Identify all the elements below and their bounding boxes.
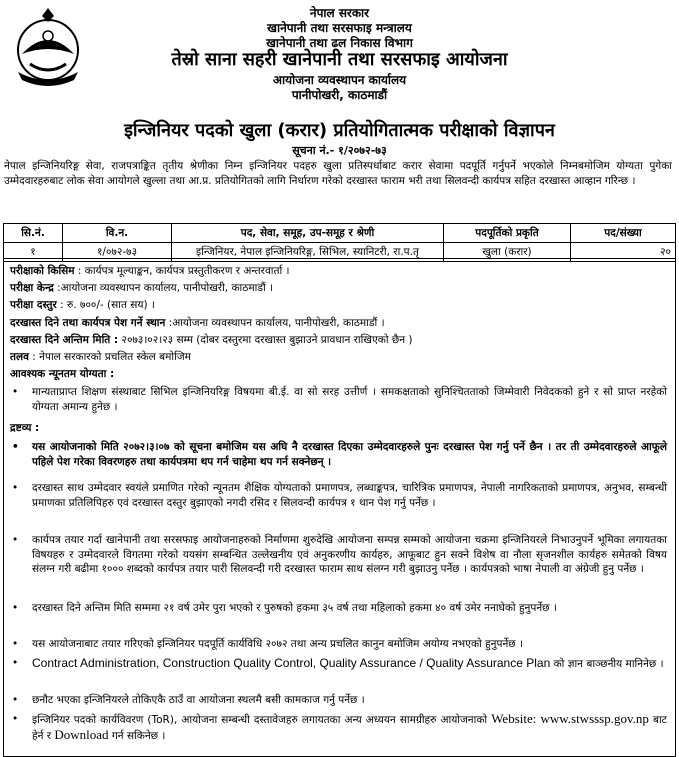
exam-type-row (10, 264, 290, 278)
exam-center-label: परीक्षा केन्द्र (10, 282, 54, 294)
exam-fee-label: परीक्षा दस्तुर (10, 299, 57, 311)
bullet-icon: • (12, 482, 19, 494)
note-item-4 (12, 601, 667, 616)
note-text: दरखास्त साथ उम्मेदवार स्वयंले प्रमाणित गरेको न्यूनतम शैक्षिक योग्यताको प्रमाणपत्र, लब्धाङ्कपत्र, चारित्रिक प्रमाणपत्र, नेपाली नागरिकताको प्रमाणपत्र, अनुभव, सम्बन्धी प्रमाणका प्रतिलिपिहरु एवं दरखास्त दस्तुर बुझाएको नगदी रसिद र सिलवन्दी कार्यपत्र १ थान पेश गर्नु पर्नेछ । (32, 482, 667, 509)
note-text: इन्जिनियर पदको कार्यविवरण (ToR), आयोजना सम्बन्धी दस्तावेजहरु लगायतका अन्य अध्ययन सामग्रीहरु आयोजनाको (32, 714, 492, 726)
exam-center-value: :आयोजना व्यवस्थापन कार्यालय, पानीपोखरी, काठमाडौं । (53, 282, 274, 294)
bullet-icon: • (12, 657, 19, 669)
website-label: Website: (491, 711, 537, 726)
submission-place-row (10, 316, 385, 330)
col-header-post: पद, सेवा, समूह, उप-समूह र श्रेणी (172, 224, 444, 243)
cell-post: इन्जिनियर, नेपाल इन्जिनियरिङ्ग, सिभिल, स्यानिटरी, रा.प.तृ (172, 243, 444, 262)
ministry-name: खानेपानी तथा सरसफाइ मन्त्रालय (267, 21, 412, 35)
deadline-value: २०७३।०२।२३ सम्म (दोबर दस्तुरमा दरखास्त बुझाउने प्रावधान राखिएको छैन ) (118, 334, 413, 346)
notice-number: सूचना नं.- १/२०७२-७३ (292, 144, 387, 157)
salary-value: : नेपाल सरकारको प्रचलित स्केल बमोजिम (28, 351, 191, 363)
bullet-icon: • (12, 713, 19, 725)
table-header-row (4, 224, 676, 243)
exam-fee-value: : रु. ७००/- (सात सय) । (56, 299, 155, 311)
intro-paragraph: नेपाल इन्जिनियरिङ्ग सेवा, राजपत्राङ्कित तृतीय श्रेणीका निम्न इन्जिनियर पदहरु खुला प्रतिस्पर्धाबाट करार सेवामा पदपूर्ति गर्नुपर्ने भएकोले निम्नबमोजिम योग्यता पुगेका उम्मेदवारहरुबाट लोक सेवा आयोगले खुल्ला तथा आ.प्र. प्रतियोगितको लागि निर्धारण गरेको दरखास्त फाराम भरी तथा सिलवन्दी कार्यपत्र सहित दरखास्त आव्हान गरिन्छ । (4, 160, 672, 187)
note-text: यस आयोजनाको मिति २०७२।३।०७ को सूचना बमोजिम यस अघि नै दरखास्त दिएका उम्मेदवारहरुले पुनः दरखास्त पेश गर्नु पर्ने छैन । तर ती उम्मेदवारहरुले आफूले पहिले पेश गरेका विवरणहरु तथा कार्यपत्रमा थप गर्न चाहेमा थप गर्न सक्नेछन् । (32, 441, 667, 468)
download-text: Download (54, 726, 109, 742)
col-header-sn: सि.नं. (4, 224, 63, 243)
note-item-5 (12, 637, 667, 652)
bullet-icon: • (12, 386, 19, 398)
col-header-nature: पदपूर्तिको प्रकृति (444, 224, 571, 243)
qualification-heading: आवश्यक न्यूनतम योग्यता : (10, 368, 115, 380)
note-text: यस आयोजनाबाट तयार गरिएको इन्जिनियर पदपूर्ति कार्यविधि २०७२ तथा अन्य प्रचलित कानुन बमोजिम अयोग्य नभएको हुनुपर्नेछ । (32, 638, 523, 650)
notes-heading: द्रष्टव्य : (10, 422, 40, 434)
qualification-text: मान्यताप्राप्त शिक्षण संस्थाबाट सिभिल इन्जिनियरिङ्ग विषयमा बी.ई. वा सो सरह उत्तीर्ण । समकक्षताको सुनिश्चितताको जिम्मेवारी निवेदकको हुने र सो प्राप्त नरहेको योग्यता अमान्य हुनेछ । (32, 386, 667, 413)
note-item-8 (12, 712, 667, 743)
salary-row (10, 350, 191, 364)
qualification-item (12, 385, 667, 414)
note-item-2 (12, 481, 667, 510)
govt-name: नेपाल सरकार (309, 6, 370, 20)
bullet-icon: • (12, 602, 19, 614)
note-text: कार्यपत्र तयार गर्दा खानेपानी तथा सरसफाइ आयोजनाहरुको निर्माणमा शुरुदेखि आयोजना सम्पन्न सम्मको आयोजना चक्रमा इन्जिनियरले निभाउनुपर्ने भूमिका लगायतका विषयहरु र उम्मेदवारले विगतमा गरेको ययसंग सम्बन्धित उल्लेखनीय एवं अनुकरणीय कार्यहरु, आफूबाट हुन सक्ने विशेष वा नौला सृजनशील कार्यहरु समेतको विषय संलग्न गरी बढीमा १००० शब्दको कार्यपत्र तयार पारी सिलवन्दी गरी दरखास्त फाराम साथ संलग्न गरी बुझाउनु पर्नेछ । कार्यपत्रको भाषा नेपाली वा अंग्रेजी हुनु पर्नेछ । (32, 534, 667, 575)
office-name: आयोजना व्यवस्थापन कार्यालय (272, 73, 407, 87)
cell-adv-no: १/०७२-७३ (63, 243, 172, 262)
note-item-1 (12, 440, 667, 469)
note-item-7 (12, 693, 667, 708)
col-header-adv-no: वि.न. (63, 224, 172, 243)
exam-center-row (10, 281, 273, 295)
office-location: पानीपोखरी, काठमाडौं (291, 88, 388, 102)
post-table (3, 223, 676, 262)
website-link[interactable]: www.stwsssp.gov.np (540, 711, 649, 726)
note-text-2: बाट हेर्न र (32, 714, 667, 742)
note-english-text: Contract Administration, Construction Quality Control, Quality Assurance / Quality Assurance Plan (32, 656, 551, 670)
exam-type-label: परीक्षाको किसिम (10, 265, 75, 277)
deadline-label: दरखास्त दिने अन्तिम मिति : (10, 334, 119, 346)
cell-sn: १ (4, 243, 63, 262)
project-name: तेस्रो साना सहरी खानेपानी तथा सरसफाइ आयोजना (171, 49, 508, 70)
note-item-3 (12, 533, 667, 577)
note-text: छनौट भएका इन्जिनियरले तोकिएकै ठाउँ वा आयोजना स्थलमै बसी कामकाज गर्नु पर्नेछ । (32, 694, 365, 706)
submission-place-label: दरखास्त दिने तथा कार्यपत्र पेश गर्ने स्थान (10, 317, 166, 329)
submission-place-value: :आयोजना व्यवस्थापन कार्यालय, पानीपोखरी, काठमाडौं । (165, 317, 385, 329)
bullet-icon: • (12, 534, 19, 546)
salary-label: तलव (10, 351, 29, 363)
cell-count: २० (571, 243, 676, 262)
bullet-icon: • (12, 694, 19, 706)
deadline-row (10, 333, 413, 347)
bullet-icon: • (12, 441, 19, 453)
note-text: दरखास्त दिने अन्तिम मिति सम्ममा २१ वर्ष उमेर पुरा भएको र पुरुषको हकमा ३५ वर्ष तथा महिलाको हकमा ४० वर्ष उमेर ननाघेको हुनुपर्नेछ । (32, 602, 557, 614)
exam-fee-row (10, 298, 155, 312)
bullet-icon: • (12, 638, 19, 650)
col-header-count: पद/संख्या (571, 224, 676, 243)
cell-nature: खुला (करार) (444, 243, 571, 262)
note-item-6 (12, 656, 667, 672)
note-text-3: गर्न सकिनेछ । (108, 729, 166, 742)
department-name: खानेपानी तथा ढल निकास विभाग (266, 36, 413, 50)
note-text: को ज्ञान बाञ्छनीय मानिनेछ । (550, 658, 664, 670)
notice-title: इन्जिनियर पदको खुला (करार) प्रतियोगितात्मक परीक्षाको विज्ञापन (124, 120, 555, 141)
exam-type-value: : कार्यपत्र मूल्याङ्कन, कार्यपत्र प्रस्तुतीकरण र अन्तरवार्ता । (74, 265, 290, 277)
